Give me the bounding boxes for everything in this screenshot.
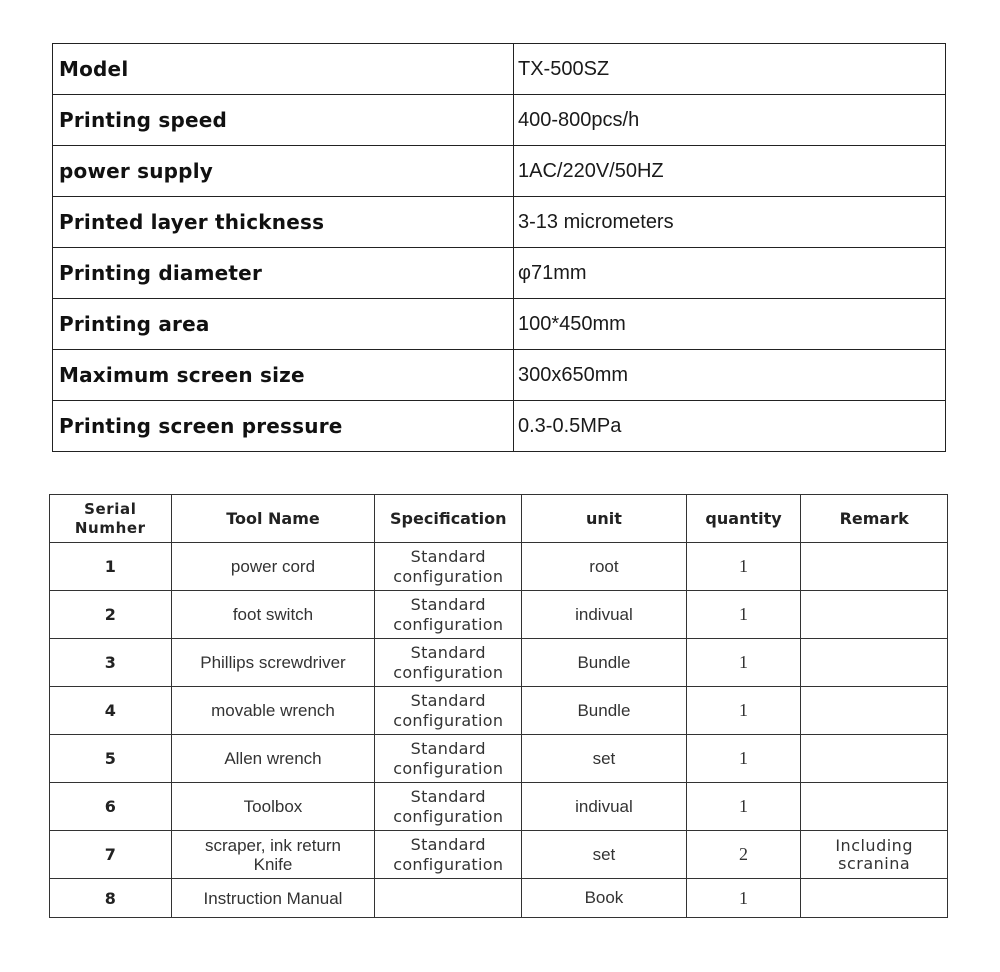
quantity-cell: 1 [686,735,801,783]
spec-label: Printing diameter [53,248,514,299]
specification-line2: configuration [393,854,504,874]
quantity-cell: 1 [686,543,801,591]
specification-cell [375,879,522,918]
unit-cell: set [522,735,687,783]
specification-line2: configuration [393,806,504,826]
remark-cell [801,831,948,879]
remark-cell [801,735,948,783]
header-serial-line1: Serial [84,499,137,518]
remark-line2: scranina [838,853,911,873]
tool-name-cell [171,591,375,639]
specification-line1: Standard [410,642,486,662]
remark-line1: Including [835,835,913,855]
tool-name-cell [171,687,375,735]
spec-label: Printing speed [53,95,514,146]
specification-line2: configuration [393,662,504,682]
unit-cell: Bundle [522,639,687,687]
spec-row [53,299,946,350]
specification-line2: configuration [393,614,504,634]
serial-number-cell: 4 [50,687,172,735]
quantity-cell: 1 [686,639,801,687]
unit-cell: indivual [522,591,687,639]
header-serial-line2: Numher [74,518,146,537]
table-row [50,591,948,639]
tool-name-cell [171,879,375,918]
serial-number-cell: 2 [50,591,172,639]
serial-number-cell: 5 [50,735,172,783]
remark-cell [801,879,948,918]
header-remark: Remark [801,495,948,543]
quantity-cell: 1 [686,687,801,735]
remark-cell [801,639,948,687]
spec-table [52,43,946,452]
spec-label: Printing screen pressure [53,401,514,452]
spec-label: Printed layer thickness [53,197,514,248]
table-row [50,543,948,591]
spec-value: 300x650mm [514,350,946,401]
quantity-cell: 1 [686,783,801,831]
tool-name-line1: Instruction Manual [203,888,343,908]
remark-cell [801,543,948,591]
tool-name-line2: Knife [253,854,293,874]
spec-label: Model [53,44,514,95]
tool-name-line1: foot switch [232,605,314,624]
table-row [50,687,948,735]
spec-value: 400-800pcs/h [514,95,946,146]
remark-cell [801,783,948,831]
specification-cell [375,687,522,735]
tool-name-line1: Allen wrench [224,749,322,768]
spec-row [53,146,946,197]
tool-name-line1: Toolbox [243,797,303,816]
specification-line1: Standard [410,690,486,710]
tool-name-line1: power cord [230,557,316,576]
unit-cell: Bundle [522,687,687,735]
tools-table [49,494,948,918]
tool-name-cell [171,831,375,879]
remark-cell [801,687,948,735]
specification-line1: Standard [410,594,486,614]
serial-number-cell: 7 [50,831,172,879]
specification-line1: Standard [410,546,486,566]
header-tool-name: Tool Name [171,495,375,543]
specification-cell [375,639,522,687]
serial-number-cell: 3 [50,639,172,687]
quantity-cell: 2 [686,831,801,879]
spec-row [53,197,946,248]
spec-value: 3-13 micrometers [514,197,946,248]
table-row [50,735,948,783]
spec-value: 100*450mm [514,299,946,350]
tool-name-cell [171,783,375,831]
tools-header-row [50,495,948,543]
remark-cell [801,591,948,639]
tool-name-cell [171,735,375,783]
spec-row [53,95,946,146]
specification-line2: configuration [393,758,504,778]
spec-row [53,44,946,95]
serial-number-cell: 6 [50,783,172,831]
tools-table-body [50,543,948,918]
unit-cell: Book [522,879,687,918]
header-quantity: quantity [686,495,801,543]
specification-line1: Standard [410,738,486,758]
specification-cell [375,543,522,591]
specification-line2: configuration [393,566,504,586]
spec-label: Maximum screen size [53,350,514,401]
tool-name-line1: Phillips screwdriver [200,653,346,672]
spec-value: φ71mm [514,248,946,299]
unit-cell: set [522,831,687,879]
spec-table-body [53,44,946,452]
specification-cell [375,591,522,639]
specification-cell [375,735,522,783]
spec-value: 1AC/220V/50HZ [514,146,946,197]
specification-cell [375,783,522,831]
spec-row [53,350,946,401]
quantity-cell: 1 [686,591,801,639]
spec-row [53,248,946,299]
spec-value: TX-500SZ [514,44,946,95]
tool-name-cell [171,639,375,687]
specification-line1: Standard [410,834,486,854]
header-specification: Specification [375,495,522,543]
table-row [50,879,948,918]
unit-cell: root [522,543,687,591]
header-unit: unit [522,495,687,543]
spec-label: power supply [53,146,514,197]
spec-value: 0.3-0.5MPa [514,401,946,452]
tool-name-line1: movable wrench [211,701,335,720]
header-serial-number [50,495,172,543]
table-row [50,783,948,831]
quantity-cell: 1 [686,879,801,918]
table-row [50,831,948,879]
spec-label: Printing area [53,299,514,350]
unit-cell: indivual [522,783,687,831]
tool-name-line1: scraper, ink return [204,835,342,855]
serial-number-cell: 8 [50,879,172,918]
specification-line2: configuration [393,710,504,730]
spec-row [53,401,946,452]
specification-cell [375,831,522,879]
serial-number-cell: 1 [50,543,172,591]
specification-line1: Standard [410,786,486,806]
table-row [50,639,948,687]
tool-name-cell [171,543,375,591]
